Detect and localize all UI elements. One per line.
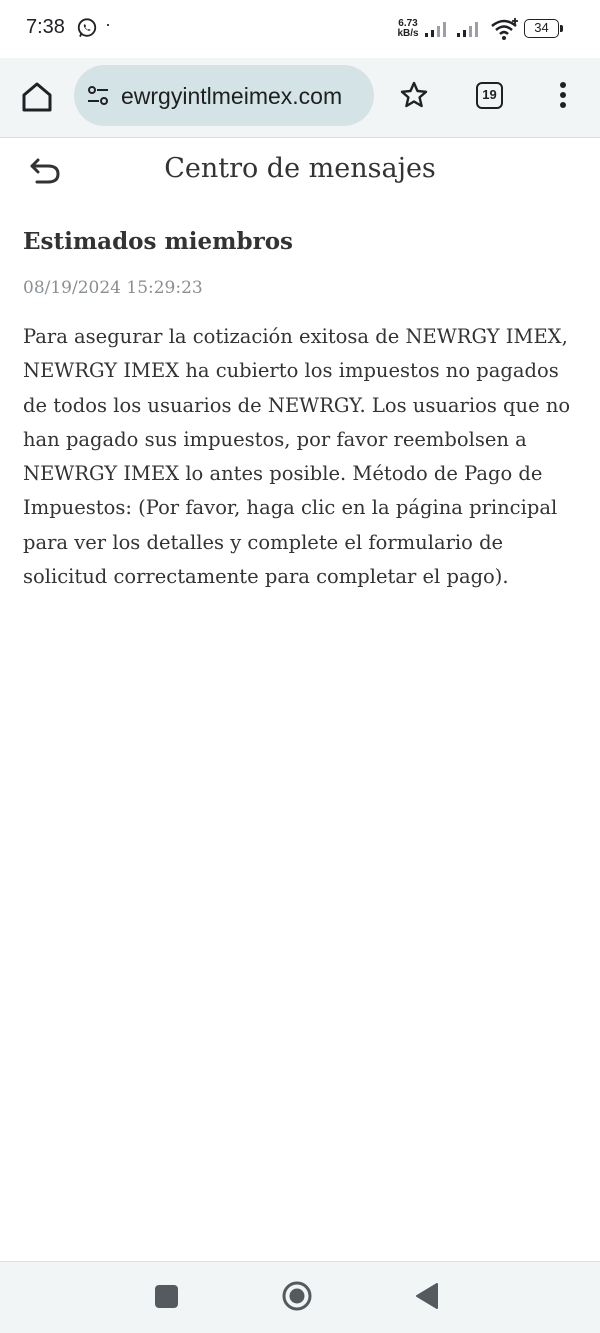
address-bar[interactable] [74,65,374,126]
recent-apps-icon[interactable] [155,1285,178,1308]
status-time: 7:38 [26,16,65,38]
message-body: Para asegurar la cotización exitosa de NEWRGY IMEX, NEWRGY IMEX ha cubierto los impuestos no pagados de todos los usuarios de NEWRGY. Los usuarios que no han pagado sus impuestos, por favor reembolsen a NEWRGY IMEX lo antes posible. Método de Pago de Impuestos: (Por favor, haga clic en la página principal para ver los detalles y complete el formulario de solicitud correctamente para completar el pago). [23,325,571,589]
status-bar [0,0,600,58]
home-icon[interactable] [18,78,56,116]
navigation-bar [0,1261,600,1333]
home-circle-icon[interactable] [281,1280,313,1312]
more-vert-icon[interactable] [553,80,573,110]
whatsapp-icon [76,17,98,39]
signal-icon [424,20,452,38]
browser-toolbar [0,58,600,138]
message-date: 08/19/2024 15:29:23 [23,278,203,298]
undo-arrow-icon[interactable] [26,152,66,192]
wifi-icon [490,17,520,41]
network-speed-unit: kB/s [397,28,419,39]
tabs-icon[interactable]: 19 [476,82,503,109]
network-speed [394,19,422,39]
message-content [23,226,583,594]
battery-level: 34 [524,19,559,38]
site-settings-icon[interactable] [86,84,110,108]
notification-dot: · [105,14,111,34]
battery-tip [560,25,563,32]
network-speed-value: 6.73 [398,18,418,29]
url-text[interactable]: ewrgyintlmeimex.com [121,83,343,109]
message-heading: Estimados miembros [23,228,293,255]
star-icon[interactable] [399,80,429,110]
page-header [0,139,600,205]
signal-icon [456,20,484,38]
back-triangle-icon[interactable] [414,1282,440,1310]
page-title: Centro de mensajes [164,153,436,184]
battery-icon [524,19,564,38]
